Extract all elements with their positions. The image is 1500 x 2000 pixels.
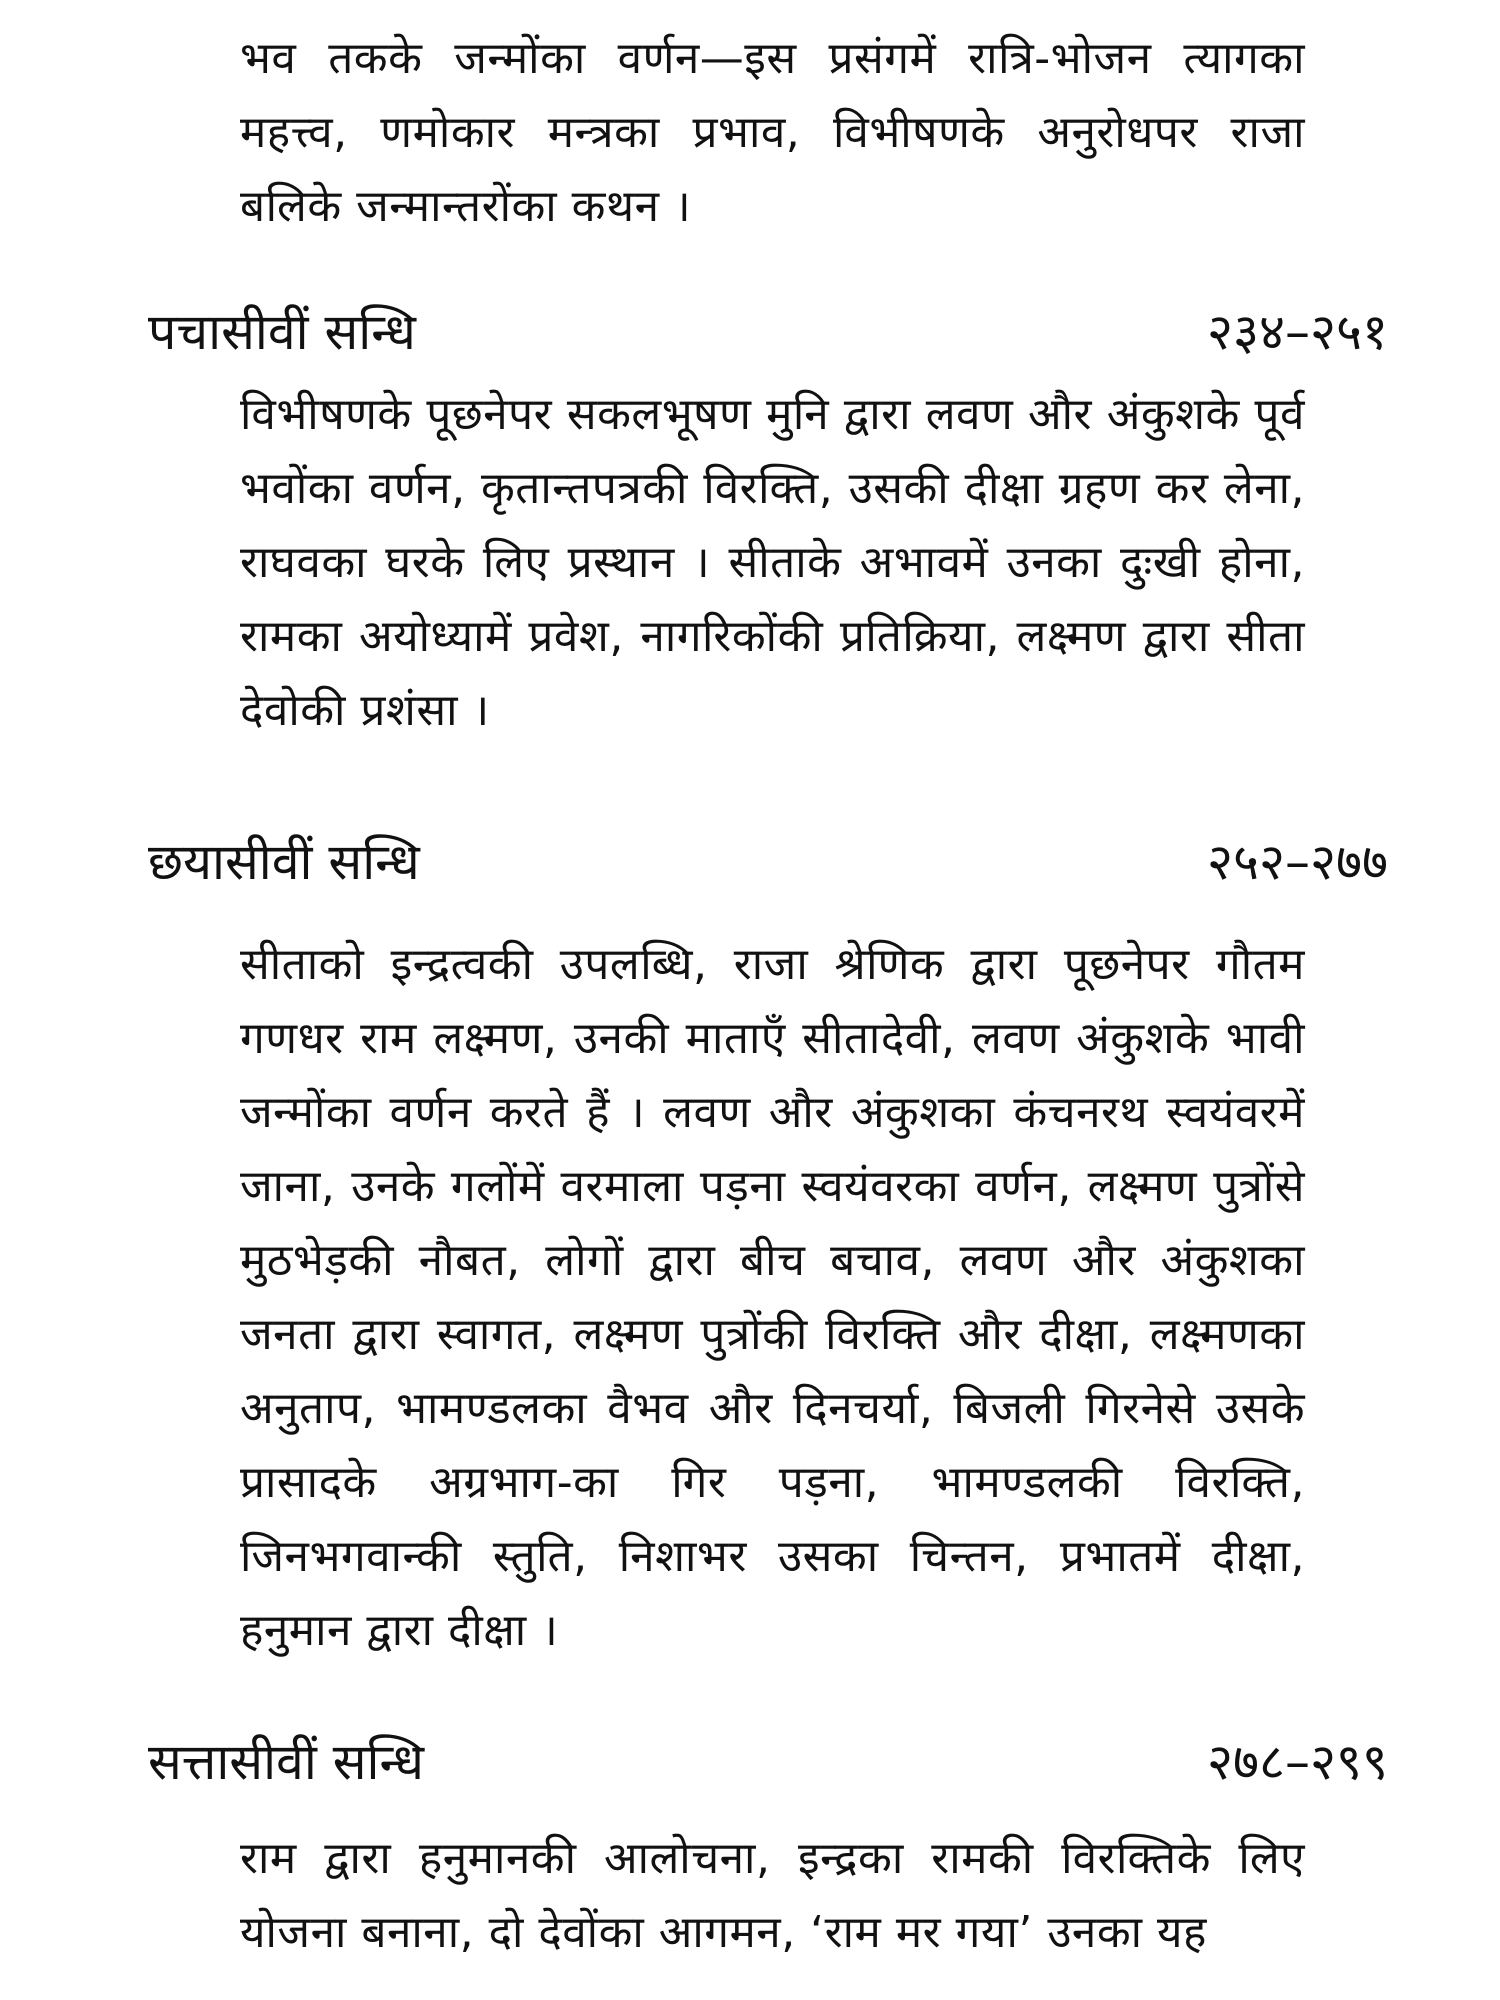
section-page-range: २५२–२७७: [1207, 833, 1388, 891]
section-heading-85: [148, 300, 1388, 364]
intro-paragraph: भव तकके जन्मोंका वर्णन—इस प्रसंगमें रात्रि-भोजन त्यागका महत्त्व, णमोकार मन्त्रका प्रभाव, विभीषणके अनुरोधपर राजा बलिके जन्मान्तरोंका कथन ।: [240, 33, 1305, 232]
section-page-range: २३४–२५१: [1207, 303, 1388, 361]
section-summary: राम द्वारा हनुमानकी आलोचना, इन्द्रका रामकी विरक्तिके लिए योजना बनाना, दो देवोंका आगमन, ‘राम मर गया’ उनका यह: [240, 1833, 1305, 1958]
section-page-range: २७८–२९९: [1207, 1733, 1388, 1791]
section-title: छयासीवीं सन्धि: [148, 833, 420, 891]
section-summary: विभीषणके पूछनेपर सकलभूषण मुनि द्वारा लवण और अंकुशके पूर्व भवोंका वर्णन, कृतान्तपत्रकी विरक्ति, उसकी दीक्षा ग्रहण कर लेना, राघवका घरके लिए प्रस्थान । सीताके अभावमें उनका दुःखी होना, रामका अयोध्यामें प्रवेश, नागरिकोंकी प्रतिक्रिया, लक्ष्मण द्वारा सीता देवोकी प्रशंसा ।: [240, 389, 1305, 736]
section-heading-86: [148, 830, 1388, 894]
section-summary: सीताको इन्द्रत्वकी उपलब्धि, राजा श्रेणिक द्वारा पूछनेपर गौतम गणधर राम लक्ष्मण, उनकी माताएँ सीतादेवी, लवण अंकुशके भावी जन्मोंका वर्णन करते हैं । लवण और अंकुशका कंचनरथ स्वयंवरमें जाना, उनके गलोंमें वरमाला पड़ना स्वयंवरका वर्णन, लक्ष्मण पुत्रोंसे मुठभेड़की नौबत, लोगों द्वारा बीच बचाव, लवण और अंकुशका जनता द्वारा स्वागत, लक्ष्मण पुत्रोंकी विरक्ति और दीक्षा, लक्ष्मणका अनुताप, भामण्डलका वैभव और दिनचर्या, बिजली गिरनेसे उसके प्रासादके अग्रभाग-का गिर पड़ना, भामण्डलकी विरक्ति, जिनभगवान्की स्तुति, निशाभर उसका चिन्तन, प्रभातमें दीक्षा, हनुमान द्वारा दीक्षा ।: [240, 939, 1305, 1656]
section-title: सत्तासीवीं सन्धि: [148, 1733, 425, 1791]
section-title: पचासीवीं सन्धि: [148, 303, 416, 361]
section-heading-87: [148, 1730, 1388, 1794]
